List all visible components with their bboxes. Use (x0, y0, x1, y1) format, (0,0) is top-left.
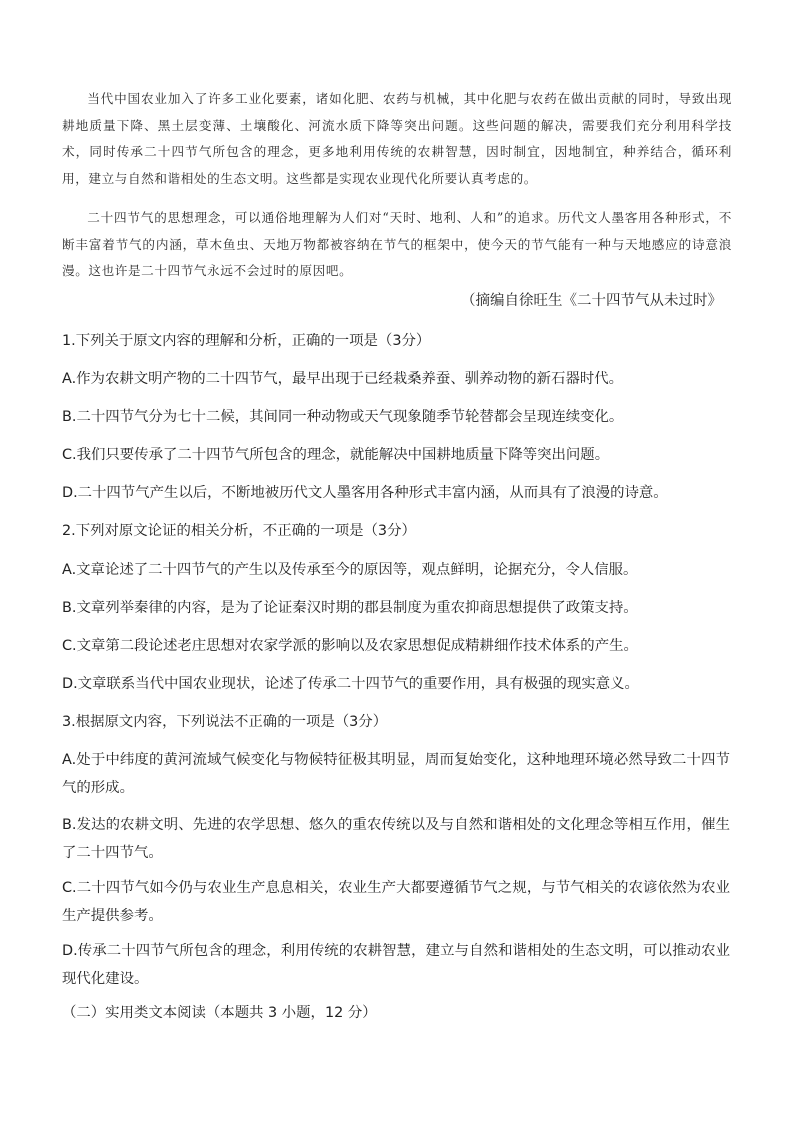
question-1-stem: 1.下列关于原文内容的理解和分析，正确的一项是（3分） (62, 333, 431, 349)
question-2-option-b: B.文章列举秦律的内容，是为了论证秦汉时期的郡县制度为重农抑商思想提供了政策支持。 (62, 600, 638, 616)
question-1-option-a: A.作为农耕文明产物的二十四节气，最早出现于已经栽桑养蚕、驯养动物的新石器时代。 (62, 371, 624, 387)
question-1-option-c: C.我们只要传承了二十四节气所包含的理念，就能解决中国耕地质量下降等突出问题。 (62, 447, 610, 463)
question-2-option-a: A.文章论述了二十四节气的产生以及传承至今的原因等，观点鲜明，论据充分，令人信服。 (62, 562, 638, 578)
question-3-option-d: D.传承二十四节气所包含的理念，利用传统的农耕智慧，建立与自然和谐相处的生态文明，可以推动农业现代化建设。 (62, 943, 730, 987)
question-3-option-b: B.发达的农耕文明、先进的农学思想、悠久的重农传统以及与自然和谐相处的文化理念等相互作用，催生了二十四节气。 (62, 817, 730, 861)
section-heading: （二）实用类文本阅读（本题共 3 小题，12 分） (62, 1005, 377, 1021)
question-3-stem: 3.根据原文内容，下列说法不正确的一项是（3分） (62, 714, 388, 730)
question-3-option-c: C.二十四节气如今仍与农业生产息息相关，农业生产大都要遵循节气之规，与节气相关的农谚依然为农业生产提供参考。 (62, 880, 730, 924)
source-citation: （摘编自徐旺生《二十四节气从未过时》 (461, 293, 722, 309)
question-2-option-d: D.文章联系当代中国农业现状，论述了传承二十四节气的重要作用，具有极强的现实意义。 (62, 676, 639, 692)
question-1-option-b: B.二十四节气分为七十二候，其间同一种动物或天气现象随季节轮替都会呈现连续变化。 (62, 409, 624, 425)
question-2-option-c: C.文章第二段论述老庄思想对农家学派的影响以及农家思想促成精耕细作技术体系的产生。 (62, 638, 638, 654)
question-3-option-a: A.处于中纬度的黄河流域气候变化与物候特征极其明显，周而复始变化，这种地理环境必然导致二十四节气的形成。 (62, 752, 730, 796)
question-1-option-d: D.二十四节气产生以后，不断地被历代文人墨客用各种形式丰富内涵，从而具有了浪漫的诗意。 (62, 485, 668, 501)
question-2-stem: 2.下列对原文论证的相关分析，不正确的一项是（3分） (62, 523, 416, 539)
passage-paragraph-1: 当代中国农业加入了许多工业化要素，诸如化肥、农药与机械，其中化肥与农药在做出贡献的同时，导致出现耕地质量下降、黑土层变薄、土壤酸化、河流水质下降等突出问题。这些问题的解决，需要我们充分利用科学技术，同时传承二十四节气所包含的理念，更多地利用传统的农耕智慧，因时制宜，因地制宜，种养结合，循环利用，建立与自然和谐相处的生态文明。这些都是实现农业现代化所要认真考虑的。 (62, 91, 732, 186)
passage-paragraph-2: 二十四节气的思想理念，可以通俗地理解为人们对“天时、地利、人和”的追求。历代文人墨客用各种形式，不断丰富着节气的内涵，草木鱼虫、天地万物都被容纳在节气的框架中，使今天的节气能有一种与天地感应的诗意浪漫。这也许是二十四节气永远不会过时的原因吧。 (62, 210, 732, 278)
